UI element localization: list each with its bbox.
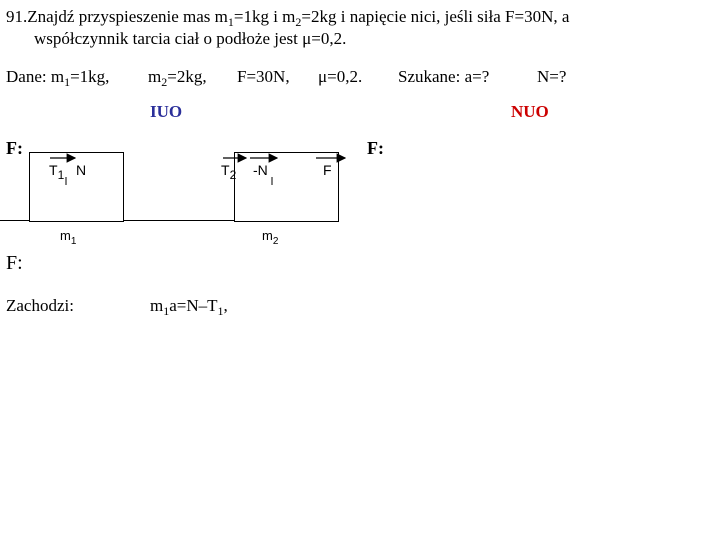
zachodzi-label: Zachodzi: (6, 296, 74, 315)
given-masses: Dane: $m_1=1kg$, (6, 67, 110, 89)
force-f-label: F (323, 162, 332, 178)
forces-label-bottom: F: (6, 252, 23, 274)
noninertial-frame-heading: NUO (511, 102, 549, 121)
problem-line-1: 91.Znajdź przyspieszenie mas $m_1=1kg$ i $m_2=2kg$ i napięcie nici, jeśli siła F=30N, a (6, 7, 570, 29)
given-friction: μ=0,2. (318, 67, 363, 86)
sought-acceleration: Szukane: a=? (398, 67, 490, 86)
mass-1-label: $m_1$ (60, 228, 77, 247)
given-force: F=30N, (237, 67, 290, 86)
sought-tension: N=? (537, 67, 567, 86)
forces-label-right: F: (367, 138, 384, 158)
equation-newton: $m_1a=N-T_1$, (150, 296, 228, 318)
given-mass2: $m_2=2kg$, (148, 67, 207, 89)
tension-t2-label: T2 (221, 162, 237, 182)
forces-label-left: F: (6, 138, 23, 158)
inertial-frame-heading: IUO (150, 102, 183, 121)
tension-n-label: N (76, 162, 87, 178)
tension-minus-n-label: -N (253, 162, 268, 178)
problem-line-2: współczynnik tarcia ciał o podłoże jest μ=0,2. (34, 29, 347, 48)
tension-t1-label: T1 (49, 162, 65, 182)
mass-2-label: $m_2$ (262, 228, 279, 247)
